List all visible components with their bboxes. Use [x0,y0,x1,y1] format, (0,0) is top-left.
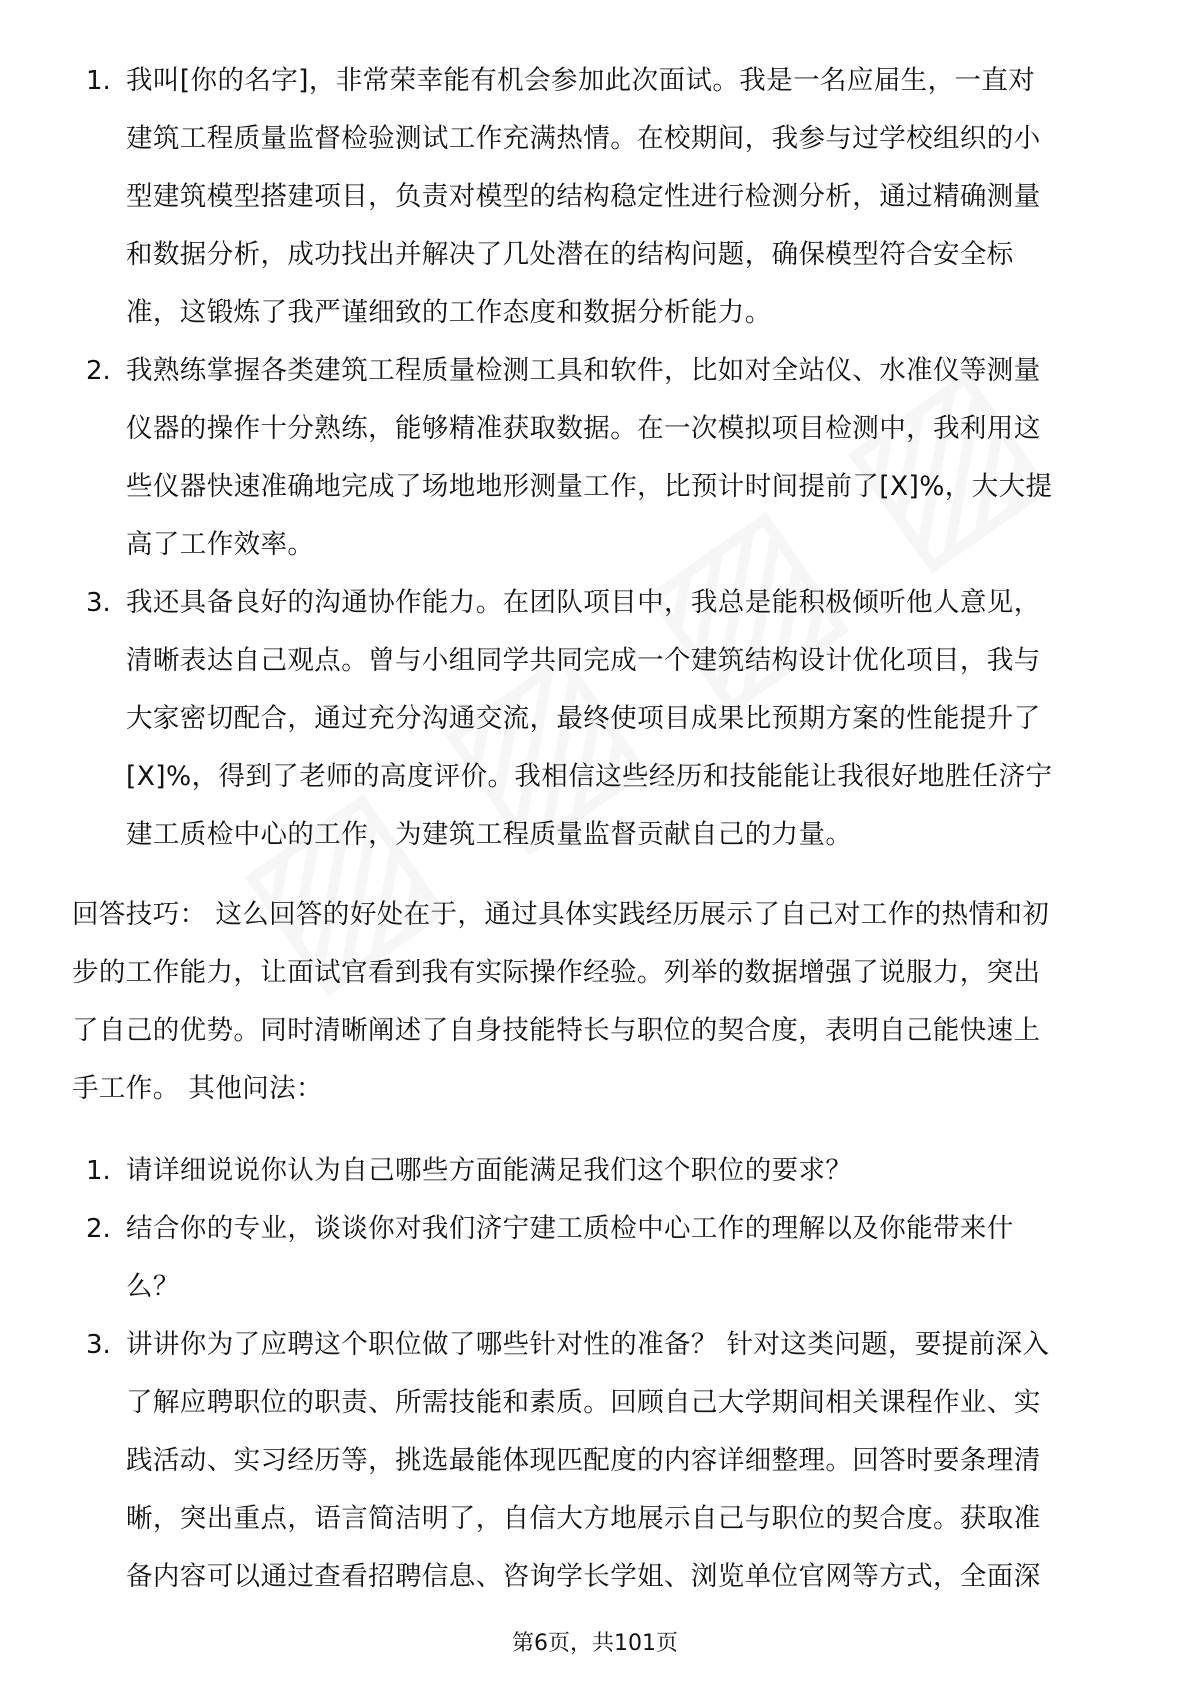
list-number: 2. [86,1214,111,1244]
other-questions-list [0,1142,1190,1606]
text-line: 和数据分析，成功找出并解决了几处潜在的结构问题，确保模型符合安全标 [126,239,1014,270]
text-line: 准，这锻炼了我严谨细致的工作态度和数据分析能力。 [126,297,772,328]
text-line: 回答技巧： 这么回答的好处在于，通过具体实践经历展示了自己对工作的热情和初 [72,899,1050,930]
text-line: 结合你的专业，谈谈你对我们济宁建工质检中心工作的理解以及你能带来什 [126,1213,1014,1244]
text-line: 了自己的优势。同时清晰阐述了自身技能特长与职位的契合度，表明自己能快速上 [72,1015,1041,1046]
list-number: 1. [86,1156,111,1186]
text-line: 大家密切配合，通过充分沟通交流，最终使项目成果比预期方案的性能提升了 [126,703,1041,734]
text-line: 么？ [126,1271,180,1302]
text-line: 高了工作效率。 [126,529,315,560]
text-line: 建筑工程质量监督检验测试工作充满热情。在校期间，我参与过学校组织的小 [126,123,1041,154]
text-line: 清晰表达自己观点。曾与小组同学共同完成一个建筑结构设计优化项目，我与 [126,645,1041,676]
list-item [0,342,1190,574]
text-line: 型建筑模型搭建项目，负责对模型的结构稳定性进行检测分析，通过精确测量 [126,181,1041,212]
list-item [0,1142,1190,1200]
list-number: 1. [86,66,111,96]
list-number: 2. [86,356,111,386]
text-line: 晰，突出重点，语言简洁明了，自信大方地展示自己与职位的契合度。获取准 [126,1503,1041,1534]
list-item [0,52,1190,342]
list-item [0,574,1190,864]
text-line: 我叫[你的名字]，非常荣幸能有机会参加此次面试。我是一名应届生，一直对 [126,65,1036,96]
text-line: 建工质检中心的工作，为建筑工程质量监督贡献自己的力量。 [126,819,853,850]
text-line: 仪器的操作十分熟练，能够精准获取数据。在一次模拟项目检测中，我利用这 [126,413,1041,444]
answer-list [0,52,1190,864]
text-line: 手工作。 其他问法： [72,1073,323,1104]
text-line: 些仪器快速准确地完成了场地地形测量工作，比预计时间提前了[X]%，大大提 [126,471,1053,502]
text-line: 我熟练掌握各类建筑工程质量检测工具和软件，比如对全站仪、水准仪等测量 [126,355,1041,386]
answer-tips [0,886,1190,1118]
text-line: [X]%，得到了老师的高度评价。我相信这些经历和技能能让我很好地胜任济宁 [126,761,1053,792]
text-line: 践活动、实习经历等，挑选最能体现匹配度的内容详细整理。回答时要条理清 [126,1445,1041,1476]
page-footer: 第6页，共101页 [512,1631,678,1656]
text-line: 请详细说说你认为自己哪些方面能满足我们这个职位的要求？ [126,1155,853,1186]
text-line: 备内容可以通过查看招聘信息、咨询学长学姐、浏览单位官网等方式，全面深 [126,1561,1041,1592]
list-item [0,1200,1190,1316]
text-line: 了解应聘职位的职责、所需技能和素质。回顾自己大学期间相关课程作业、实 [126,1387,1041,1418]
list-number: 3. [86,588,111,618]
text-line: 步的工作能力，让面试官看到我有实际操作经验。列举的数据增强了说服力，突出 [72,957,1041,988]
document-body [0,52,1190,1606]
list-item [0,1316,1190,1606]
text-line: 我还具备良好的沟通协作能力。在团队项目中，我总是能积极倾听他人意见， [126,587,1041,618]
list-number: 3. [86,1330,111,1360]
text-line: 讲讲你为了应聘这个职位做了哪些针对性的准备？ 针对这类问题，要提前深入 [126,1329,1050,1360]
